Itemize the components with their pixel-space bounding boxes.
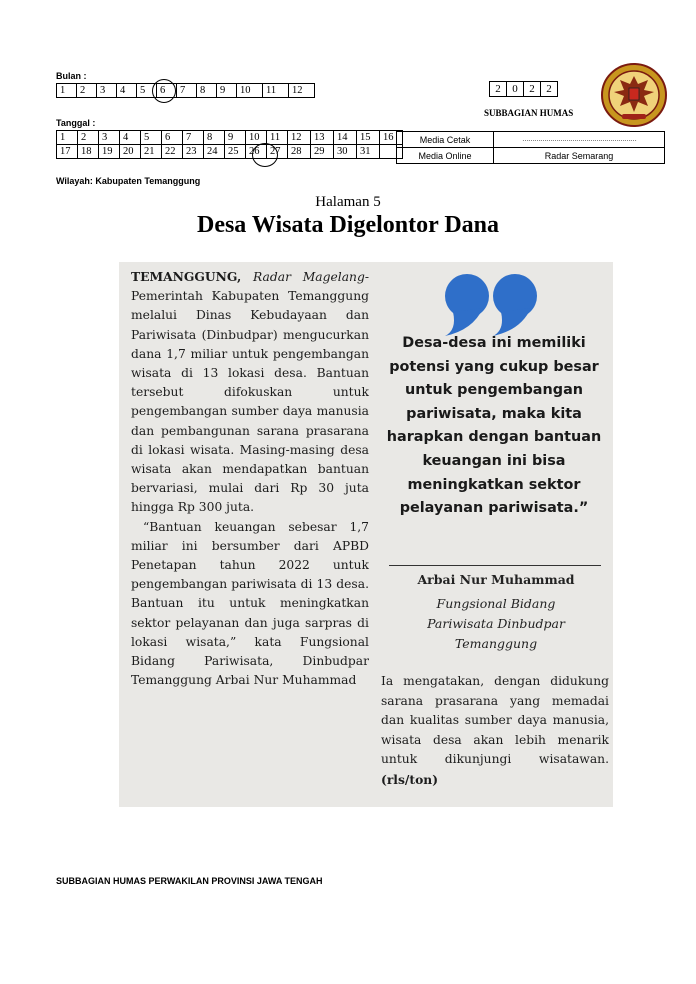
month-cell: 12 — [289, 84, 315, 98]
article-left-column — [131, 267, 369, 690]
role-line: Temanggung — [454, 636, 538, 651]
date-cell: 3 — [99, 131, 120, 145]
month-cell: 10 — [237, 84, 263, 98]
date-cell: 17 — [57, 145, 78, 159]
quote-divider — [389, 565, 601, 566]
month-cell: 7 — [177, 84, 197, 98]
date-cell: 25 — [225, 145, 246, 159]
news-clipping — [119, 262, 613, 807]
wilayah-label: Wilayah: Kabupaten Temanggung — [56, 176, 201, 186]
tanggal-label: Tanggal : — [56, 118, 96, 128]
year-digit: 2 — [523, 81, 541, 97]
month-cell: 6 — [157, 84, 177, 98]
garuda-emblem-icon — [600, 62, 668, 128]
media-online-value: Radar Semarang — [494, 148, 665, 164]
selected-date-circle — [252, 143, 278, 167]
article-paragraph: “Bantuan keuangan sebesar 1,7 miliar ini bersumber dari APBD Penetapan tahun 2022 untuk pengembangan pariwisata di 13 desa. Bantuan itu untuk meningkatkan sektor pelayanan dan juga sarpras di lokasi wisata,” kata Fungsional Bidang Pariwisata, Dinbudpar Temanggung Arbai Nur Muhammad — [131, 519, 369, 688]
month-cell: 3 — [97, 84, 117, 98]
month-cell: 9 — [217, 84, 237, 98]
date-cell: 16 — [380, 131, 403, 145]
quote-author-role — [381, 594, 611, 654]
year-digit: 2 — [540, 81, 558, 97]
media-online-label: Media Online — [397, 148, 494, 164]
article-paragraph — [131, 267, 369, 518]
paragraph-text: Ia mengatakan, dengan didukung sarana prasarana yang memadai dan kualitas sumber daya manusia, wisata desa akan lebih menarik untuk dikunjungi wisatawan. — [381, 674, 609, 766]
date-cell: 18 — [78, 145, 99, 159]
date-cell: 29 — [311, 145, 334, 159]
month-cell: 11 — [263, 84, 289, 98]
year-digit: 0 — [506, 81, 524, 97]
date-cell: 10 — [246, 131, 267, 145]
article-title: Desa Wisata Digelontor Dana — [196, 212, 499, 238]
article-right-column — [381, 672, 609, 790]
quote-author: Arbai Nur Muhammad — [417, 572, 575, 587]
date-cell: 5 — [141, 131, 162, 145]
bulan-label: Bulan : — [56, 71, 87, 81]
date-cell: 20 — [120, 145, 141, 159]
date-cell: 11 — [267, 131, 288, 145]
month-cell: 8 — [197, 84, 217, 98]
year-digit: 2 — [489, 81, 507, 97]
quote-mark-icon — [443, 272, 543, 336]
date-cell: 19 — [99, 145, 120, 159]
month-cell: 1 — [57, 84, 77, 98]
date-cell: 6 — [162, 131, 183, 145]
org-label: SUBBAGIAN HUMAS — [484, 108, 574, 118]
date-cell: 9 — [225, 131, 246, 145]
month-cell: 2 — [77, 84, 97, 98]
date-cell: 27 — [267, 145, 288, 159]
date-cell: 13 — [311, 131, 334, 145]
date-cell: 12 — [288, 131, 311, 145]
paragraph-text: -Pemerintah Kabupaten Temanggung melalui Dinas Kebudayaan dan Pariwisata (Dinbudpar) mengucurkan dana 1,7 miliar untuk pengembangan wisata di 13 lokasi desa. Bantuan tersebut difokuskan untuk pengembangan sumber daya manusia dan pembangunan sarana prasarana di lokasi wisata. Masing-masing desa wisata akan mendapatkan bantuan bervariasi, mulai dari Rp 30 juta hingga Rp 300 juta. — [131, 270, 369, 515]
date-cell: 22 — [162, 145, 183, 159]
date-cell: 1 — [57, 131, 78, 145]
footer-text: SUBBAGIAN HUMAS PERWAKILAN PROVINSI JAWA TENGAH — [56, 876, 323, 886]
date-cell: 14 — [334, 131, 357, 145]
date-cell: 8 — [204, 131, 225, 145]
date-cell: 4 — [120, 131, 141, 145]
media-cetak-value: ………………………………………………… — [494, 132, 665, 148]
byline-tag: (rls/ton) — [381, 771, 439, 787]
selected-month-circle — [152, 79, 176, 103]
date-cell: 28 — [288, 145, 311, 159]
role-line: Pariwisata Dinbudpar — [427, 616, 565, 631]
date-cell: 15 — [357, 131, 380, 145]
month-grid — [56, 83, 315, 98]
date-cell: 31 — [357, 145, 380, 159]
page-number: Halaman 5 — [315, 194, 381, 210]
year-box — [490, 81, 558, 97]
date-cell: 7 — [183, 131, 204, 145]
date-cell: 24 — [204, 145, 225, 159]
dateline: TEMANGGUNG, — [131, 269, 242, 284]
media-cetak-label: Media Cetak — [397, 132, 494, 148]
pull-quote: Desa-desa ini memiliki potensi yang cukup besar untuk pengembangan pariwisata, maka kita harapkan dengan bantuan keuangan ini bisa meningkatkan sektor pelayanan pariwisata.” — [386, 335, 602, 517]
date-cell: 26 — [246, 145, 267, 159]
date-cell: 30 — [334, 145, 357, 159]
date-cell: 2 — [78, 131, 99, 145]
date-cell: 21 — [141, 145, 162, 159]
role-line: Fungsional Bidang — [436, 596, 556, 611]
date-cell: 23 — [183, 145, 204, 159]
date-grid — [56, 130, 403, 159]
media-table — [396, 131, 665, 164]
month-cell: 4 — [117, 84, 137, 98]
month-cell: 5 — [137, 84, 157, 98]
source-name: Radar Magelang — [253, 270, 365, 284]
